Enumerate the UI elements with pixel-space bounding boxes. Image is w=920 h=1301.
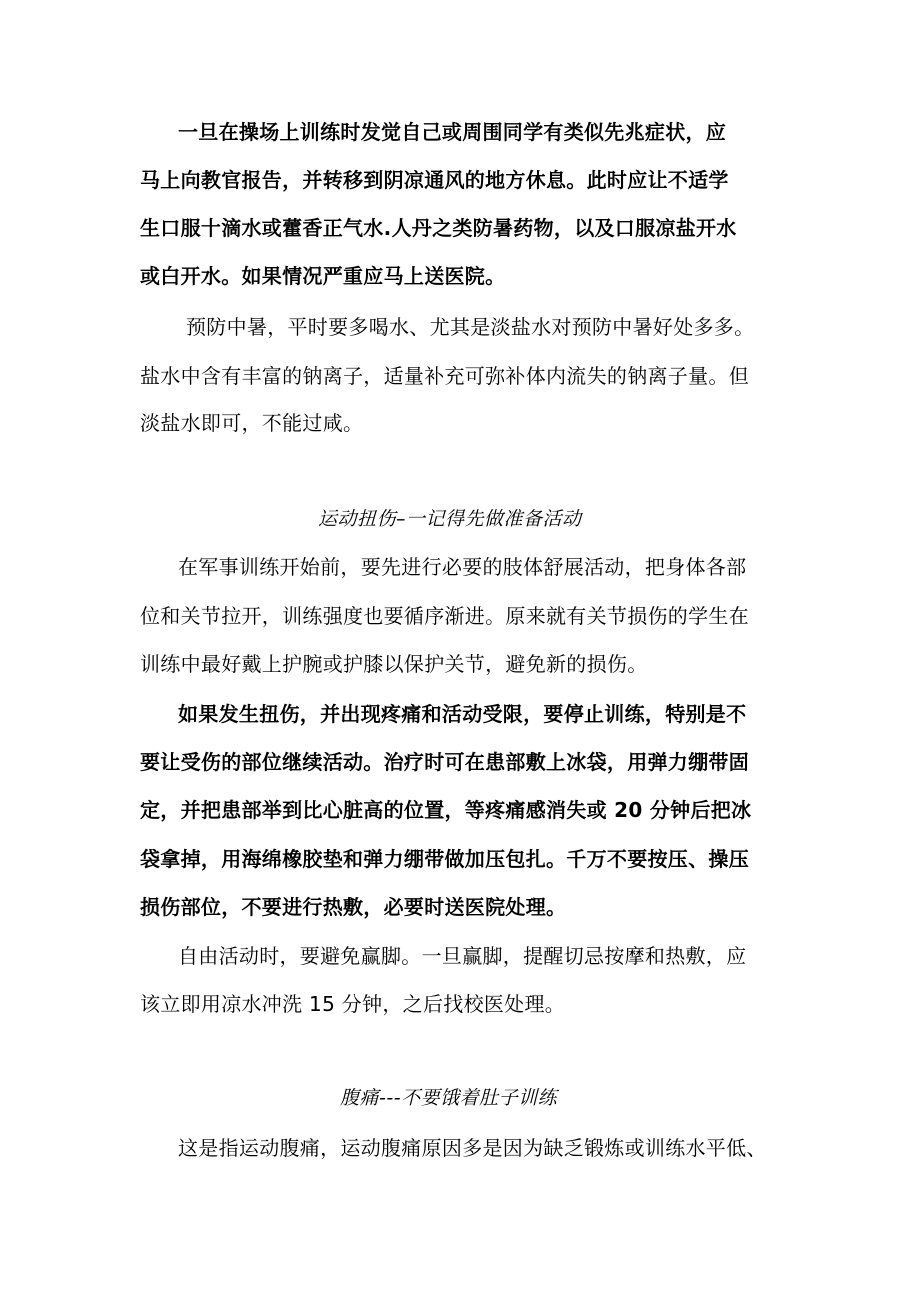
p1-line-4: 或白开水。如果情况严重应马上送医院。 bbox=[140, 264, 506, 288]
p3-line-2: 位和关节拉开，训练强度也要循序渐进。原来就有关节损伤的学生在 bbox=[140, 604, 749, 628]
p2-line-2: 盐水中含有丰富的钠离子，适量补充可弥补体内流失的钠离子量。但 bbox=[140, 364, 749, 388]
p5-line-1: 自由活动时，要避免赢脚。一旦赢脚，提醒切忌按摩和热敷，应 bbox=[178, 944, 747, 968]
p1-line-1: 一旦在操场上训练时发觉自己或周围同学有类似先兆症状，应 bbox=[178, 120, 727, 144]
p3-line-3: 训练中最好戴上护腕或护膝以保护关节，避免新的损伤。 bbox=[140, 652, 648, 676]
p6-line-1: 这是指运动腹痛，运动腹痛原因多是因为缺乏锻炼或训练水平低、 bbox=[178, 1136, 767, 1160]
p3-line-1: 在军事训练开始前，要先进行必要的肢体舒展活动，把身体各部 bbox=[178, 555, 747, 579]
p4-line-1: 如果发生扭伤，并出现疼痛和活动受限，要停止训练，特别是不 bbox=[178, 702, 747, 726]
p1-line-2: 马上向教官报告，并转移到阴凉通风的地方休息。此时应让不适学 bbox=[140, 168, 729, 192]
p2-line-3: 淡盐水即可，不能过咸。 bbox=[140, 411, 364, 435]
p4-line-2: 要让受伤的部位继续活动。治疗时可在患部敷上冰袋，用弹力绷带固 bbox=[140, 750, 749, 774]
p4-line-4: 袋拿掉，用海绵橡胶垫和弹力绷带做加压包扎。千万不要按压、操压 bbox=[140, 847, 749, 871]
p5-line-2: 该立即用凉水冲洗 15 分钟，之后找校医处理。 bbox=[140, 992, 566, 1016]
p2-line-1: 预防中暑，平时要多喝水、尤其是淡盐水对预防中暑好处多多。 bbox=[186, 315, 755, 339]
p4-line-3: 定，并把患部举到比心脏高的位置，等疼痛感消失或 20 分钟后把冰 bbox=[140, 798, 752, 822]
section-heading-sprain: 运动扭伤–一记得先做准备活动 bbox=[318, 508, 582, 530]
p4-line-5: 损伤部位，不要进行热敷，必要时送医院处理。 bbox=[140, 895, 567, 919]
p1-line-3: 生口服十滴水或藿香正气水.人丹之类防暑药物，以及口服凉盐开水 bbox=[140, 216, 737, 240]
section-heading-abdominal-pain: 腹痛---不要饿着肚子训练 bbox=[340, 1087, 558, 1109]
